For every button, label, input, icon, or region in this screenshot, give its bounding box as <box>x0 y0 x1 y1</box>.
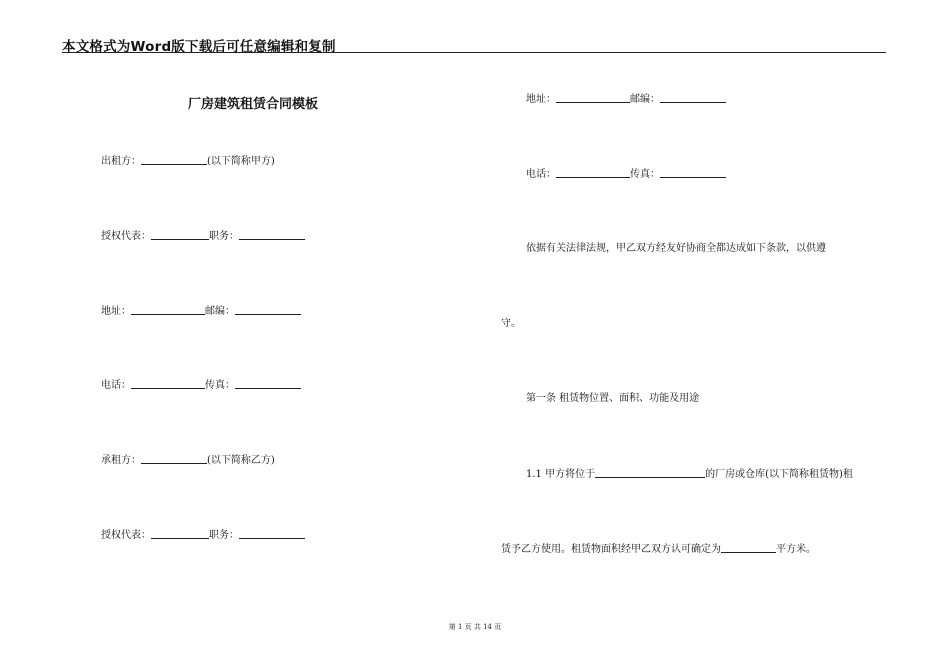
lessee-fax-label: 传真： <box>630 169 660 180</box>
lessee-blank <box>141 453 207 464</box>
clause-1-1-line2-prefix: 赁予乙方使用。租赁物面积经甲乙双方认可确定为 <box>501 544 721 555</box>
lessor-rep-label: 授权代表： <box>101 231 151 242</box>
lessor-phone-line <box>101 378 301 393</box>
lessee-phone-line <box>526 167 726 182</box>
lessee-postcode-label: 邮编： <box>630 94 660 105</box>
lessor-blank <box>141 154 207 165</box>
lessee-position-label: 职务： <box>209 530 239 541</box>
clause-1-1-line2 <box>501 542 816 557</box>
lessor-rep-line <box>101 229 305 244</box>
lessee-address-blank <box>556 92 630 103</box>
document-title: 厂房建筑租赁合同模板 <box>188 97 319 112</box>
lessor-postcode-blank <box>235 304 301 315</box>
clause-1-1-suffix: 的厂房或仓库(以下简称租赁物)租 <box>705 469 853 480</box>
lessor-position-label: 职务： <box>209 231 239 242</box>
lessor-phone-label: 电话： <box>101 380 131 391</box>
header-divider <box>62 52 886 53</box>
lessor-fax-label: 传真： <box>205 380 235 391</box>
page-header: 本文格式为Word版下载后可任意编辑和复制 <box>62 39 336 55</box>
clause-1-1-location-blank <box>595 467 705 478</box>
lessee-suffix: (以下简称乙方) <box>207 455 275 466</box>
lessee-address-label: 地址： <box>526 94 556 105</box>
lessor-address-line <box>101 304 301 319</box>
lessee-phone-blank <box>556 167 630 178</box>
lessor-fax-blank <box>235 378 301 389</box>
clause-1-1-prefix: 1.1 甲方将位于 <box>526 469 596 480</box>
clause-1-1-line1 <box>526 467 853 482</box>
lessor-label: 出租方： <box>101 156 141 167</box>
lessee-line <box>101 453 275 468</box>
intro-paragraph-line2: 守。 <box>501 318 521 329</box>
lessor-suffix: (以下简称甲方) <box>207 156 275 167</box>
clause-1-1-area-blank <box>721 542 776 553</box>
lessee-rep-label: 授权代表： <box>101 530 151 541</box>
lessor-postcode-label: 邮编： <box>205 306 235 317</box>
lessee-rep-line <box>101 528 305 543</box>
lessor-line <box>101 154 275 169</box>
lessee-label: 承租方： <box>101 455 141 466</box>
intro-paragraph-line1: 依据有关法律法规，甲乙双方经友好协商全都达成如下条款，以供遵 <box>526 243 826 254</box>
lessee-postcode-blank <box>660 92 726 103</box>
lessor-rep-blank <box>151 229 209 240</box>
lessee-position-blank <box>239 528 305 539</box>
lessor-address-blank <box>131 304 205 315</box>
page-footer: 第 1 页 共 14 页 <box>448 623 502 631</box>
lessor-position-blank <box>239 229 305 240</box>
lessee-rep-blank <box>151 528 209 539</box>
lessee-address-line <box>526 92 726 107</box>
lessor-phone-blank <box>131 378 205 389</box>
lessee-fax-blank <box>660 167 726 178</box>
article-1-title: 第一条 租赁物位置、面积、功能及用途 <box>526 393 700 404</box>
lessor-address-label: 地址： <box>101 306 131 317</box>
lessee-phone-label: 电话： <box>526 169 556 180</box>
clause-1-1-line2-suffix: 平方米。 <box>776 544 816 555</box>
